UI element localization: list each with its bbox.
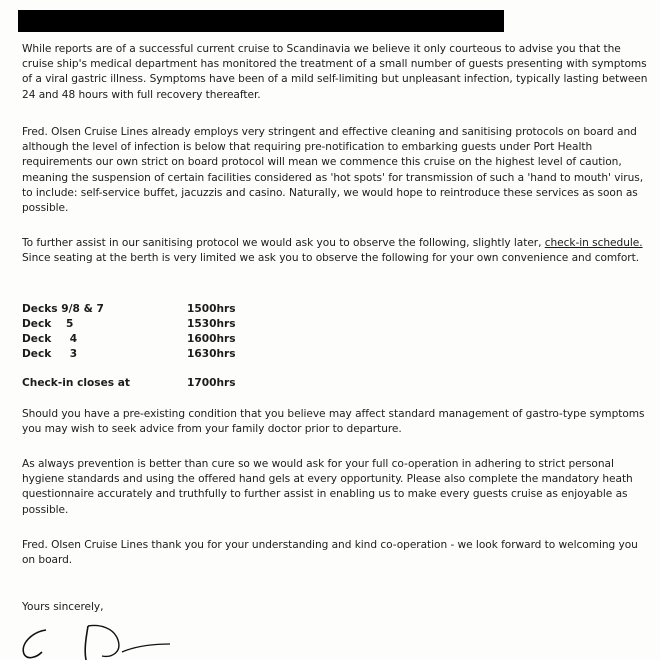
- schedule-row: [22, 332, 282, 347]
- checkin-schedule-underlined: check-in schedule.: [544, 237, 643, 249]
- schedule-row: [22, 302, 282, 317]
- paragraph-5: As always prevention is better than cure so we would ask for your full co-operation in adhering to strict personal hygiene standards and using the offered hand gels at every opportunity. Please also complete the mandatory heath questionnaire accurately and truthfully to further assist in enabling us to make every guests cruise as enjoyable as possible.: [22, 458, 633, 516]
- schedule-time: 1630hrs: [187, 348, 236, 360]
- schedule-row: [22, 347, 282, 362]
- checkin-closes-time: 1700hrs: [187, 377, 236, 389]
- paragraph-6: Fred. Olsen Cruise Lines thank you for your understanding and kind co-operation - we look forward to welcoming you on board.: [22, 539, 638, 567]
- closing-salutation: Yours sincerely,: [22, 601, 104, 613]
- paragraph-4: Should you have a pre-existing condition that you believe may affect standard management of gastro-type symptoms you may wish to seek advice from your family doctor prior to departure.: [22, 408, 645, 436]
- checkin-closes-row: [22, 376, 282, 391]
- schedule-time: 1500hrs: [187, 303, 236, 315]
- paragraph-3: [22, 236, 652, 266]
- paragraph-1: While reports are of a successful current cruise to Scandinavia we believe it only courteous to advise you that the cruise ship's medical department has monitored the treatment of a small number of guests presenting with symptoms of a viral gastric illness. Symptoms have been of a mild self-limiting but unpleasant infection, typically lasting between 24 and 48 hours with full recovery thereafter.: [22, 43, 648, 101]
- schedule-deck: Deck 5: [22, 318, 74, 330]
- schedule-deck: Decks 9/8 & 7: [22, 303, 104, 315]
- checkin-closes-label: Check-in closes at: [22, 377, 130, 389]
- handwritten-signature: [14, 622, 174, 660]
- paragraph-3-text-start: To further assist in our sanitising protocol we would ask you to observe the following, slightly later,: [22, 237, 545, 249]
- schedule-time: 1600hrs: [187, 333, 236, 345]
- paragraph-3-text-end: Since seating at the berth is very limited we ask you to observe the following for your own convenience and comfort.: [22, 252, 640, 265]
- schedule-row: [22, 317, 282, 332]
- schedule-time: 1530hrs: [187, 318, 236, 330]
- paragraph-2: Fred. Olsen Cruise Lines already employs very stringent and effective cleaning and sanitising protocols on board and although the level of infection is below that requiring pre-notification to embarking guests under Port Health requirements our own strict on board protocol will mean we commence this cruise on the highest level of caution, meaning the suspension of certain facilities considered as 'hot spots' for transmission of such a 'hand to mouth' virus, to include: self-service buffet, jacuzzis and casino. Naturally, we would hope to reintroduce these services as soon as possible.: [22, 126, 644, 215]
- schedule-deck: Deck 3: [22, 348, 78, 360]
- schedule-deck: Deck 4: [22, 333, 78, 345]
- check-in-schedule: [22, 302, 282, 362]
- redacted-header: [18, 10, 504, 32]
